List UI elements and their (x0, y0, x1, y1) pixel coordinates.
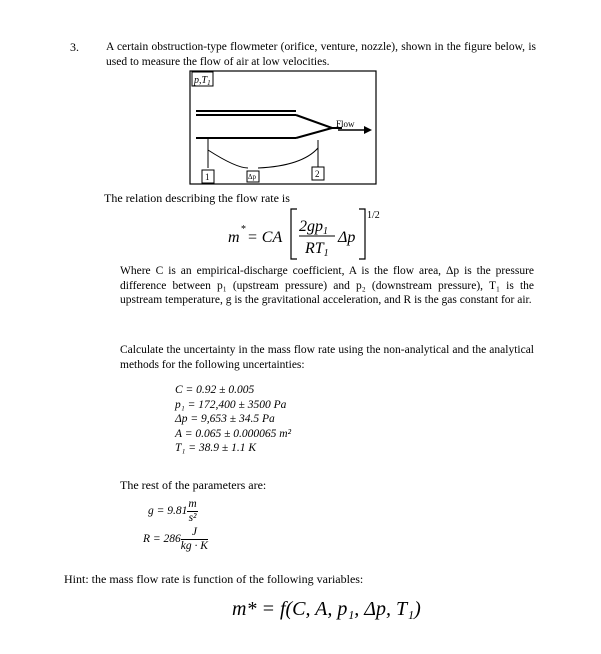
uncertainty-dp: Δp = 9,653 ± 34.5 Pa (175, 413, 275, 425)
uncertainty-t1: T₁ = 38.9 ± 1.1 K (175, 442, 257, 454)
flowmeter-diagram (186, 68, 380, 186)
eq1-lhs: m (228, 229, 240, 246)
gas-constant-units: $\frac{J}{kg \cdot K}$ (180, 526, 208, 552)
gas-constant-parameter (143, 526, 208, 553)
inlet-label: $p,T_1$ (194, 75, 211, 87)
uncertainty-a: A = 0.065 ± 0.000065 m² (175, 427, 292, 440)
flow-label: Flow (336, 119, 355, 129)
uncertainty-list (175, 383, 291, 456)
eq1-equals-ca: = CA (247, 229, 283, 246)
problem-number: 3. (70, 40, 79, 54)
tap-2-label: 2 (315, 169, 320, 179)
gravity-units: $\frac{m}{\text{s²}}$ (188, 498, 197, 524)
hint-text: Hint: the mass flow rate is function of the following variables: (64, 572, 364, 586)
eq1-exponent: 1/2 (367, 210, 380, 221)
eq1-star: * (241, 224, 246, 235)
eq1-denominator: RT1 (305, 240, 329, 259)
gas-constant-lhs: R = 286 (143, 533, 181, 546)
task-statement: Calculate the uncertainty in the mass flow rate using the non-analytical and the analytical methods for the following uncertainties: (120, 344, 534, 371)
uncertainty-p1: p₁ = 172,400 ± 3500 Pa (175, 398, 287, 411)
variable-definitions: Where C is an empirical-discharge coefficient, A is the flow area, Δp is the pressure difference between p₁ (upstream pressure) and p₂ (downstream pressure), T₁ is the upstream temperature, g is the gravitational acceleration, and R is the gas constant for air. (120, 265, 534, 306)
dp-gauge-label: Δp (248, 173, 257, 181)
eq1-numerator: 2gp1 (299, 218, 328, 237)
mass-flow-function: m* = f(C, A, p₁, Δp, T₁) (232, 598, 421, 620)
relation-text: The relation describing the flow rate is (104, 191, 290, 205)
gravity-lhs: g = 9.81 (148, 505, 188, 518)
rest-of-parameters-text: The rest of the parameters are: (120, 478, 267, 492)
flow-rate-equation (225, 205, 395, 263)
eq1-dp: Δp (338, 229, 356, 246)
uncertainty-c: C = 0.92 ± 0.005 (175, 384, 255, 396)
gravity-parameter (148, 498, 198, 525)
tap-1-label: 1 (205, 172, 210, 182)
problem-intro: A certain obstruction-type flowmeter (orifice, venture, nozzle), shown in the figure below, is used to measure the flow of air at low velocities. (106, 41, 536, 68)
